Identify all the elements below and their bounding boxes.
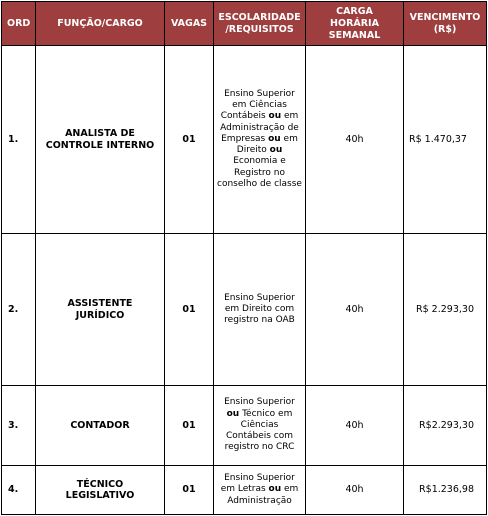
header-ord: ORD [2, 2, 36, 46]
row-escolaridade [214, 46, 306, 234]
requirement-text: Ensino Superior em Ciências Contábeis [220, 88, 295, 122]
row-vagas: 01 [165, 466, 214, 515]
row-escolaridade [214, 386, 306, 466]
row-vencimento: R$1.236,98 [404, 466, 487, 515]
row-cargo: CONTADOR [36, 386, 165, 466]
header-vencimento: VENCIMENTO (R$) [404, 2, 487, 46]
requirement-text: Ensino Superior em Direito com registro na OAB [224, 292, 295, 326]
conjunction-ou: ou [226, 408, 240, 419]
requirement-text: em Administração [227, 484, 299, 506]
header-vagas: VAGAS [165, 2, 214, 46]
conjunction-ou: ou [268, 111, 282, 122]
table-row [2, 46, 487, 234]
header-row [2, 2, 487, 46]
requirement-text: Ensino Superior [224, 397, 295, 408]
table-row [2, 466, 487, 515]
row-cargo: ASSISTENTE JURÍDICO [36, 234, 165, 386]
row-vencimento: R$2.293,30 [404, 386, 487, 466]
row-carga: 40h [306, 386, 404, 466]
requirement-text: Economia e Registro no conselho de classe [217, 156, 302, 190]
conjunction-ou: ou [268, 484, 282, 495]
row-ord: 3. [2, 386, 36, 466]
requirement-text: Técnico em Ciências Contábeis com registro no CRC [224, 408, 295, 453]
row-vencimento: R$ 1.470,37 [404, 46, 487, 234]
row-ord: 2. [2, 234, 36, 386]
row-ord: 4. [2, 466, 36, 515]
row-vencimento: R$ 2.293,30 [404, 234, 487, 386]
vacancies-table [1, 1, 487, 515]
table-row [2, 386, 487, 466]
row-carga: 40h [306, 234, 404, 386]
row-cargo: ANALISTA DE CONTROLE INTERNO [36, 46, 165, 234]
row-ord: 1. [2, 46, 36, 234]
row-vagas: 01 [165, 234, 214, 386]
requirement-text: em Administração de Empresas [220, 111, 299, 144]
row-carga: 40h [306, 46, 404, 234]
row-vagas: 01 [165, 386, 214, 466]
header-funcao: FUNÇÃO/CARGO [36, 2, 165, 46]
header-carga: CARGA HORÁRIA SEMANAL [306, 2, 404, 46]
row-vagas: 01 [165, 46, 214, 234]
row-escolaridade [214, 234, 306, 386]
row-escolaridade [214, 466, 306, 515]
header-escolaridade: ESCOLARIDADE /REQUISITOS [214, 2, 306, 46]
row-carga: 40h [306, 466, 404, 515]
requirement-text: em Direito [236, 133, 298, 156]
conjunction-ou: ou [268, 133, 281, 144]
table-row [2, 234, 487, 386]
requirement-text: Ensino Superior em Letras [220, 473, 295, 495]
conjunction-ou: ou [269, 145, 283, 156]
row-cargo: TÉCNICO LEGISLATIVO [36, 466, 165, 515]
